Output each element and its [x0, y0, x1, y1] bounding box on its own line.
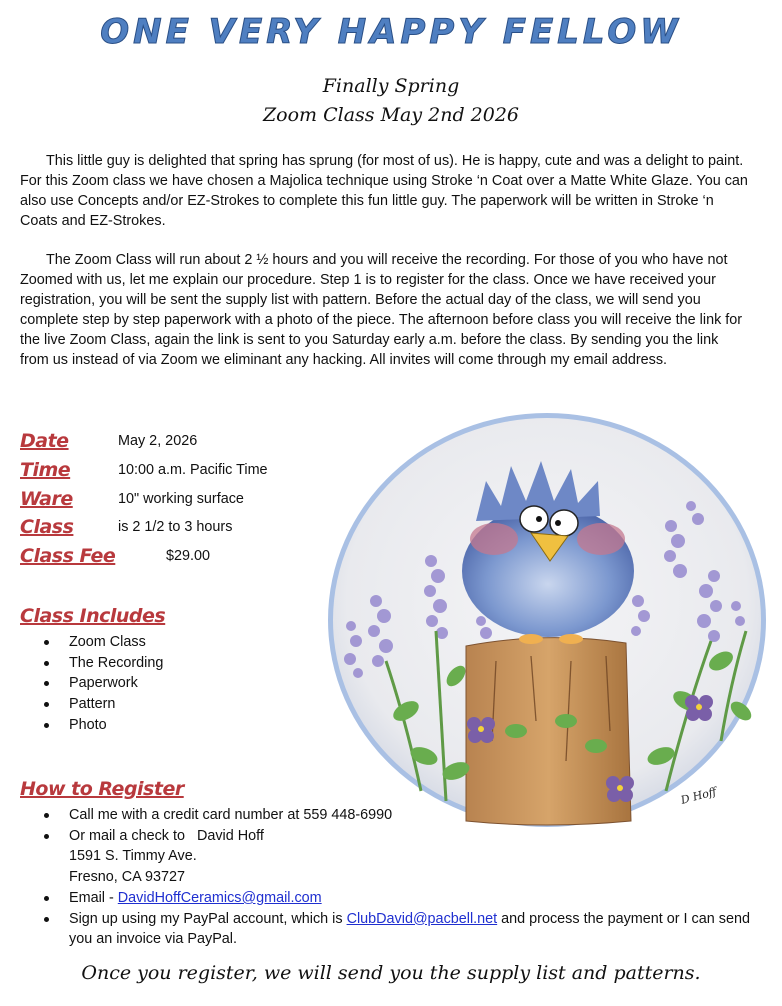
address-line	[44, 867, 764, 888]
artist-signature: D Hoff	[679, 784, 718, 807]
bird-eye-left	[520, 506, 548, 532]
detail-label: Time	[20, 459, 71, 481]
bird-eye-right	[550, 510, 578, 536]
bullet-icon	[44, 723, 49, 728]
list-item-email	[44, 888, 764, 909]
painted-plate-image	[326, 411, 768, 829]
list-item	[44, 694, 163, 715]
address-line-2: Fresno, CA 93727	[69, 869, 185, 886]
bullet-icon	[44, 813, 49, 818]
item-text: Sign up using my PayPal account, which is	[69, 910, 347, 927]
detail-label: Date	[20, 430, 69, 452]
detail-value: is 2 1/2 to 3 hours	[118, 519, 233, 535]
list-item	[44, 673, 163, 694]
bullet-icon	[44, 640, 49, 645]
detail-value: $29.00	[166, 548, 211, 564]
item-text: The Recording	[69, 654, 164, 671]
list-item	[44, 653, 163, 674]
item-text: Email -	[69, 889, 118, 906]
detail-label: Class	[20, 516, 74, 538]
list-item	[44, 715, 163, 736]
class-date-line: Zoom Class May 2nd 2026	[262, 104, 520, 126]
bullet-icon	[44, 896, 49, 901]
intro-paragraph-1: This little guy is delighted that spring has sprung (for most of us). He is happy, cute and was a delight to paint. For this Zoom class we have chosen a Majolica technique using Stroke ‘n Coat over a Matte White Glaze. You can also use Concepts and/or EZ-Strokes to complete this fun little guy. The paperwork will be written in Stroke ‘n Coats and EZ-Strokes.	[20, 153, 748, 229]
detail-label: Ware	[20, 488, 73, 510]
class-includes-heading: Class Includes	[20, 605, 166, 627]
item-text: Pattern	[69, 696, 116, 713]
footer-note: Once you register, we will send you the supply list and patterns.	[81, 962, 701, 984]
bullet-icon	[44, 917, 49, 922]
class-includes-list	[44, 632, 163, 736]
how-to-register-heading: How to Register	[20, 778, 184, 800]
bullet-icon	[44, 661, 49, 666]
list-item	[44, 632, 163, 653]
intro-paragraph-2: The Zoom Class will run about 2 ½ hours and you will receive the recording. For those of you who have not Zoomed with us, let me explain our procedure. Step 1 is to register for the class. Once we have received your registration, you will be sent the supply list with pattern. Before the actual day of the class, we will send you complete step by step paperwork with a photo of the piece. The afternoon before class you will receive the link for the live Zoom Class, again the link is sent to you Saturday early a.m. before the class. By sending you the link from us instead of via Zoom we eliminant any hacking. All invites will come through my email address.	[20, 252, 743, 368]
subtitle: Finally Spring	[322, 75, 460, 97]
detail-class	[20, 513, 232, 541]
detail-ware	[20, 485, 244, 513]
detail-time	[20, 456, 268, 484]
detail-class-fee	[20, 542, 210, 570]
list-item-paypal	[44, 909, 764, 950]
email-link[interactable]: DavidHoffCeramics@gmail.com	[117, 889, 322, 906]
item-text: and process the payment or I can send you an invoice via PayPal.	[69, 910, 754, 948]
item-text: Zoom Class	[69, 634, 146, 650]
detail-label: Class Fee	[20, 545, 116, 567]
address-line-1: 1591 S. Timmy Ave.	[69, 848, 197, 865]
item-text: Or mail a check to	[69, 827, 185, 844]
bullet-icon	[44, 834, 49, 839]
paypal-email-link[interactable]: ClubDavid@pacbell.net	[346, 910, 498, 927]
detail-value: 10" working surface	[118, 491, 244, 507]
mail-name: David Hoff	[196, 827, 264, 844]
detail-value: May 2, 2026	[118, 433, 198, 449]
detail-value: 10:00 a.m. Pacific Time	[118, 462, 268, 478]
item-text: Call me with a credit card number at 559 448-6990	[69, 807, 393, 823]
bullet-icon	[44, 681, 49, 686]
item-text: Paperwork	[69, 675, 138, 692]
detail-date	[20, 427, 197, 455]
address-line	[44, 846, 764, 867]
page-title: ONE VERY HAPPY FELLOW	[100, 12, 682, 52]
item-text: Photo	[69, 716, 107, 733]
bullet-icon	[44, 702, 49, 707]
